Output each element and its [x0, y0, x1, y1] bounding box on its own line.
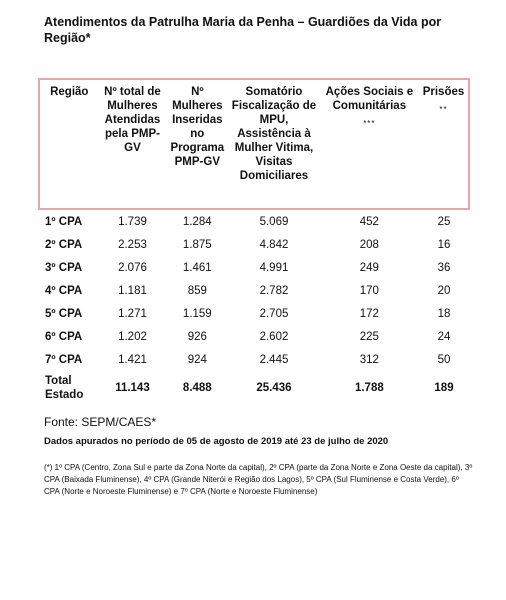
table-cell: 50 — [437, 353, 451, 366]
table-cell: 1.875 — [182, 238, 212, 251]
region-cell: 7º CPA — [45, 353, 83, 366]
table-cell: 1.202 — [118, 330, 147, 343]
table-row — [39, 325, 469, 348]
header-regiao — [39, 79, 99, 209]
table-cell: 225 — [359, 330, 379, 343]
table-cell: 11.143 — [115, 382, 150, 394]
region-cell: 3º CPA — [45, 261, 83, 274]
header-label: Nº total de Mulheres Atendidas pela PMP-GV — [104, 86, 161, 154]
data-table — [38, 78, 470, 405]
table-row — [39, 302, 469, 325]
header-label: Região — [50, 86, 89, 98]
table-cell: 4.991 — [259, 261, 289, 274]
date-range-text: Dados apurados no período de 05 de agosto de 2019 até 23 de julho de 2020 — [44, 436, 389, 447]
table-cell: 1.461 — [182, 261, 212, 274]
header-label: Somatório Fiscalização de MPU, Assistência à Mulher Vitima, Visitas Domiciliares — [231, 86, 317, 182]
table-cell: 25.436 — [256, 382, 292, 394]
table-row — [39, 233, 469, 256]
table-cell: 2.602 — [259, 330, 289, 343]
table-cell: 24 — [437, 330, 451, 343]
region-cell: 1º CPA — [45, 215, 83, 228]
table-cell: 924 — [187, 353, 207, 366]
header-footnote-mark: ** — [439, 105, 448, 114]
table-cell: 20 — [437, 284, 451, 297]
table-row — [39, 279, 469, 302]
header-label: Prisões — [422, 86, 465, 98]
header-somatorio — [228, 79, 319, 209]
table-cell: 5.069 — [259, 215, 289, 228]
source-text: Fonte: SEPM/CAES* — [44, 415, 157, 429]
table-cell: 859 — [187, 284, 207, 297]
table-cell: 1.271 — [118, 307, 147, 320]
region-cell: 5º CPA — [45, 307, 83, 320]
table-cell: 2.076 — [118, 261, 147, 274]
table-cell: 18 — [437, 307, 451, 320]
table-cell: 2.782 — [259, 284, 289, 297]
header-mulheres-inseridas — [166, 79, 228, 209]
table-cell: 1.284 — [182, 215, 212, 228]
header-footnote-mark: *** — [363, 119, 376, 128]
table-cell: 4.842 — [259, 238, 289, 251]
header-acoes-sociais — [320, 79, 419, 209]
table-cell: 170 — [359, 284, 379, 297]
region-cell: Total Estado — [45, 375, 84, 401]
table-total-row — [39, 371, 469, 405]
table-cell: 25 — [437, 215, 451, 228]
footnote-text: (*) 1º CPA (Centro, Zona Sul e parte da Zona Norte da capital), 2º CPA (parte da Zona Norte e Zona Oeste da capital), 3º CPA (Baixada Fluminense), 4º CPA (Grande Niterói e Região dos Lagos), 5º CPA (Sul Fluminense e Costa Verde), 6º CPA (Norte e Noroeste Fluminense) e 7º CPA (Norte e Noroeste Fluminense) — [44, 463, 473, 496]
table-cell: 36 — [437, 261, 451, 274]
table-cell: 926 — [187, 330, 207, 343]
region-cell: 4º CPA — [45, 284, 83, 297]
table-cell: 208 — [359, 238, 379, 251]
table-row — [39, 348, 469, 371]
table-cell: 16 — [437, 238, 451, 251]
table-header-row — [39, 79, 469, 209]
table-cell: 1.739 — [118, 215, 147, 228]
table-cell: 8.488 — [182, 382, 212, 394]
table-cell: 452 — [359, 215, 379, 228]
table-cell: 312 — [359, 353, 379, 366]
table-cell: 1.421 — [118, 353, 147, 366]
document-title: Atendimentos da Patrulha Maria da Penha – Guardiões da Vida por Região* — [44, 15, 442, 45]
table-cell: 249 — [359, 261, 379, 274]
table-cell: 2.705 — [259, 307, 289, 320]
region-cell: 6º CPA — [45, 330, 83, 343]
table-cell: 2.253 — [118, 238, 147, 251]
header-label: Ações Sociais e Comunitárias — [325, 86, 414, 112]
table-cell: 1.159 — [182, 307, 212, 320]
table-cell: 172 — [359, 307, 379, 320]
table-cell: 1.181 — [118, 284, 147, 297]
header-prisoes — [419, 79, 469, 209]
table-cell: 1.788 — [354, 382, 384, 394]
table-row — [39, 209, 469, 233]
header-label: Nº Mulheres Inseridas no Programa PMP-GV — [170, 86, 225, 168]
table-cell: 2.445 — [259, 353, 289, 366]
header-total-mulheres — [99, 79, 167, 209]
region-cell: 2º CPA — [45, 238, 83, 251]
table-cell: 189 — [434, 382, 454, 394]
table-row — [39, 256, 469, 279]
